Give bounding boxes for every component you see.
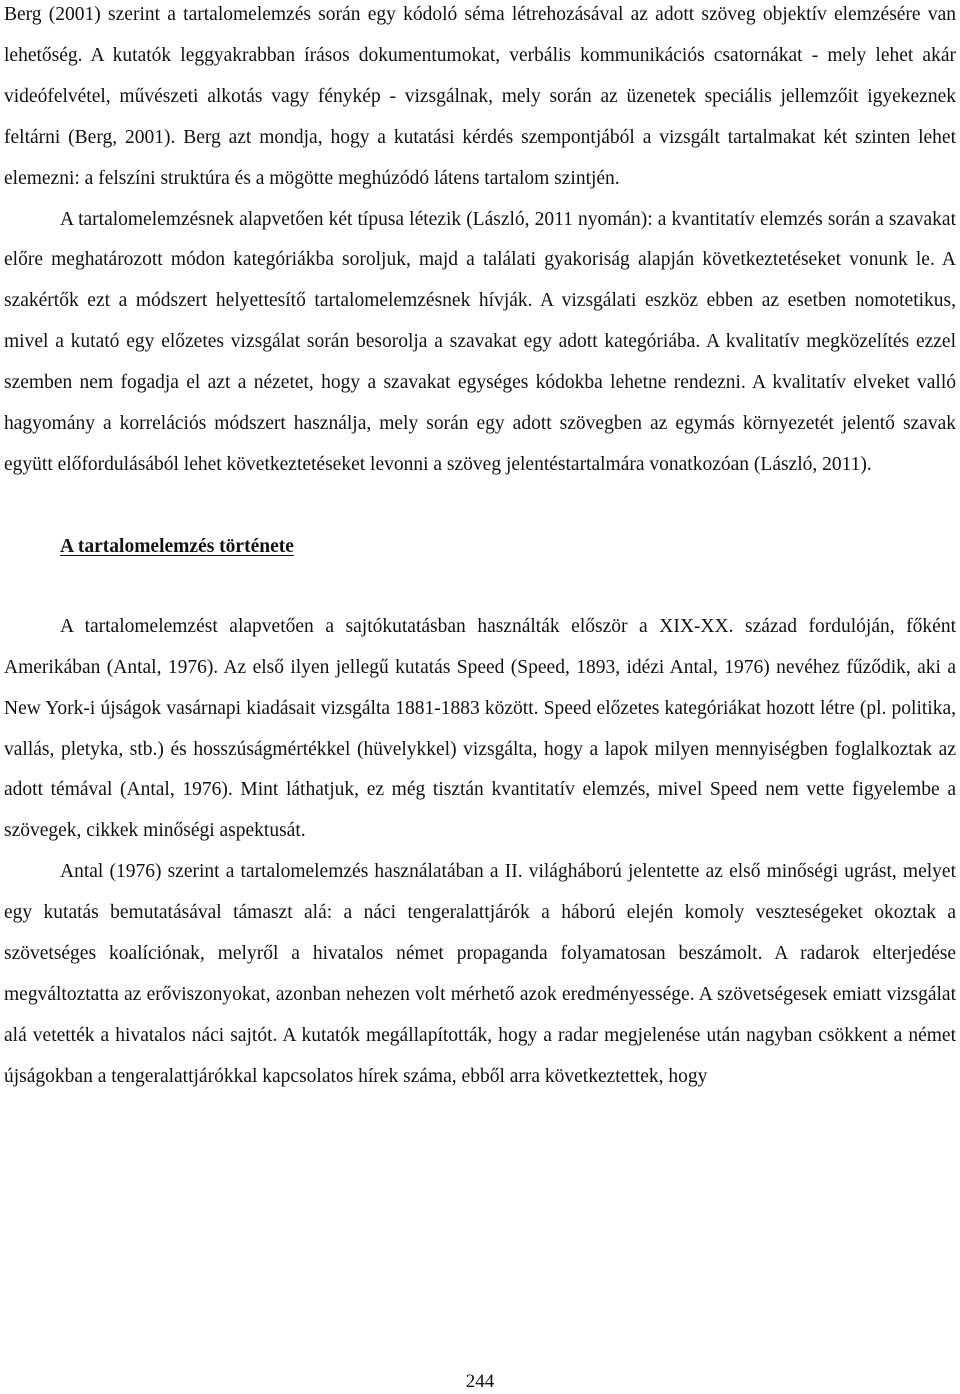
paragraph-history-ww2: Antal (1976) szerint a tartalomelemzés használatában a II. világháború jelentette az első minőségi ugrást, melyet egy kutatás bemutatásával támaszt alá: a náci tengeralattjárók a háború elején komoly veszteségeket okoztak a szövetséges koalíciónak, melyről a hivatalos német propaganda folyamatosan beszámolt. A radarok elterjedése megváltoztatta az erőviszonyokat, azonban nehezen volt mérhető azok eredményessége. A szövetségesek emiatt vizsgálat alá vetették a hivatalos náci sajtót. A kutatók megállapították, hogy a radar megjelenése után nagyban csökkent a német újságokban a tengeralattjárókkal kapcsolatos hírek száma, ebből arra következtettek, hogy xyxy=(4,861,956,1087)
paragraph-content-analysis-types: A tartalomelemzésnek alapvetően két típusa létezik (László, 2011 nyomán): a kvantitatív elemzés során a szavakat előre meghatározott módon kategóriákba soroljuk, majd a találati gyakoriság alapján következtetéseket vonunk le. A szakértők ezt a módszert helyettesítő tartalomelemzésnek hívják. A vizsgálati eszköz ebben az esetben nomotetikus, mivel a kutató egy előzetes vizsgálat során besorolja a szavakat egy adott kategóriába. A kvalitatív megközelítés ezzel szemben nem fogadja el azt a nézetet, hogy a szavakat egységes kódokba lehetne rendezni. A kvalitatív elveket valló hagyomány a korrelációs módszert használja, mely során egy adott szövegben az egymás környezetét jelentő szavak együtt előfordulásából lehet következtetéseket levonni a szöveg jelentéstartalmára vonatkozóan (László, 2011). xyxy=(4,208,956,475)
paragraph-history-speed: A tartalomelemzést alapvetően a sajtókutatásban használták először a XIX-XX. század fordulóján, főként Amerikában (Antal, 1976). Az első ilyen jellegű kutatás Speed (Speed, 1893, idézi Antal, 1976) nevéhez fűződik, aki a New York-i újságok vasárnapi kiadásait vizsgálta 1881-1883 között. Speed előzetes kategóriákat hozott létre (pl. politika, vallás, pletyka, stb.) és hosszúságmértékkel (hüvelykkel) vizsgálta, hogy a lapok milyen mennyiségben foglalkoztak az adott témával (Antal, 1976). Mint láthatjuk, ez még tisztán kvantitatív elemzés, mivel Speed nem vette figyelembe a szövegek, cikkek minőségi aspektusát. xyxy=(4,615,956,842)
document-page xyxy=(4,0,956,1098)
page-number: 244 xyxy=(465,1371,495,1392)
section-heading-history: A tartalomelemzés története xyxy=(60,535,294,557)
paragraph-berg-coding-scheme: Berg (2001) szerint a tartalomelemzés során egy kódoló séma létrehozásával az adott szöveg objektív elemzésére van lehetőség. A kutatók leggyakrabban írásos dokumentumokat, verbális kommunikációs csatornákat - mely lehet akár videófelvétel, művészeti alkotás vagy fénykép - vizsgálnak, mely során az üzenetek speciális jellemzőit igyekeznek feltárni (Berg, 2001). Berg azt mondja, hogy a kutatási kérdés szempontjából a vizsgált tartalmakat két szinten lehet elemezni: a felszíni struktúra és a mögötte meghúzódó látens tartalom szintjén. xyxy=(4,4,956,189)
